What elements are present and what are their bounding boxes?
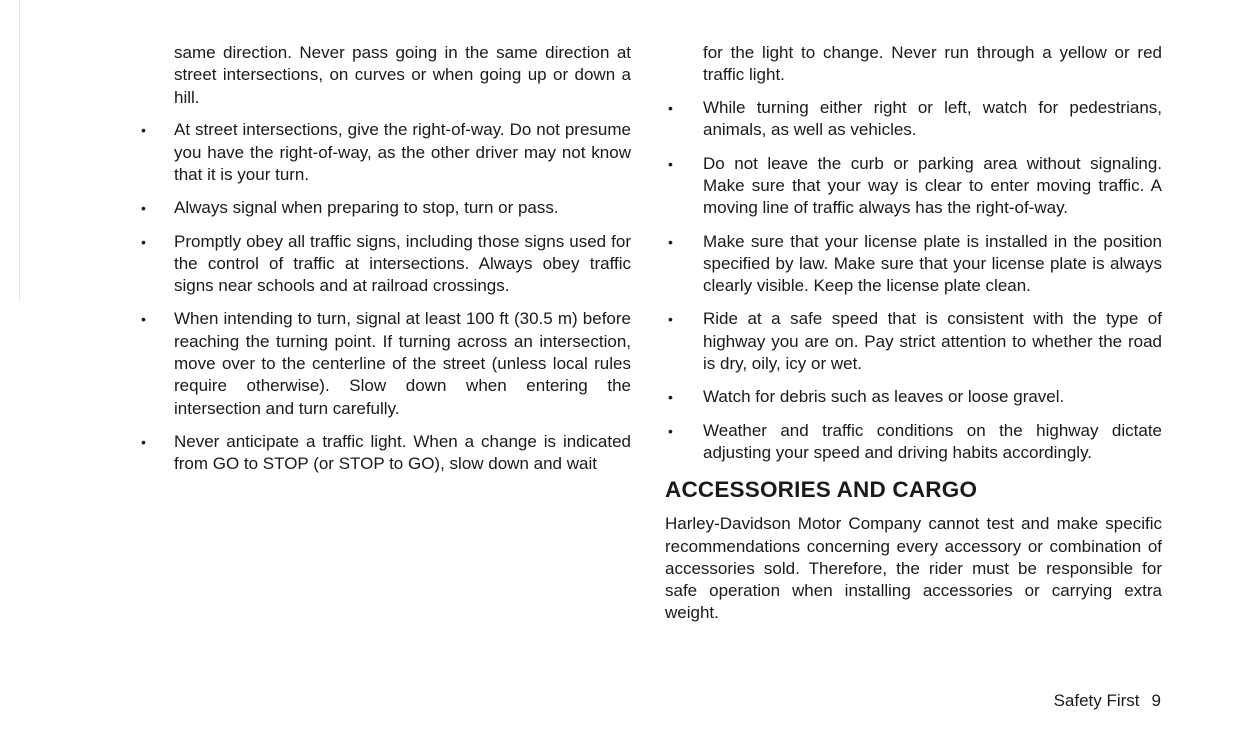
page-edge-line bbox=[19, 0, 20, 300]
bullet-item bbox=[665, 153, 1162, 220]
bullet-item bbox=[141, 197, 631, 219]
bullet-item bbox=[141, 308, 631, 419]
bullet-text: Always signal when preparing to stop, turn or pass. bbox=[174, 198, 559, 218]
page-number: 9 bbox=[1151, 691, 1161, 710]
page-footer bbox=[1054, 690, 1161, 712]
bullet-item bbox=[665, 231, 1162, 298]
bullet-text: Make sure that your license plate is installed in the position specified by law. Make sure that your license plate is always clearly visible. Keep the license plate clean. bbox=[703, 231, 1162, 296]
right-bullet-list bbox=[665, 97, 1162, 464]
bullet-text: Promptly obey all traffic signs, including those signs used for the control of traffic at intersections. Always obey traffic signs near schools and at railroad crossings. bbox=[174, 231, 631, 296]
bullet-icon: • bbox=[141, 200, 146, 217]
bullet-text: Weather and traffic conditions on the highway dictate adjusting your speed and driving habits accordingly. bbox=[703, 420, 1162, 462]
bullet-text: While turning either right or left, watch for pedestrians, animals, as well as vehicles. bbox=[703, 98, 1162, 140]
bullet-item bbox=[141, 119, 631, 186]
bullet-item bbox=[665, 97, 1162, 142]
bullet-text: When intending to turn, signal at least 100 ft (30.5 m) before reaching the turning point. If turning across an intersection, move over to the centerline of the street (unless local rules require otherwise). Slow down when entering the intersection and turn carefully. bbox=[174, 309, 631, 418]
bullet-text: At street intersections, give the right-of-way. Do not presume you have the right-of-way, as the other driver may not know that it is your turn. bbox=[174, 120, 631, 184]
footer-section-title: Safety First bbox=[1053, 691, 1140, 710]
bullet-icon: • bbox=[668, 100, 673, 117]
bullet-item bbox=[665, 386, 1162, 408]
bullet-icon: • bbox=[668, 233, 673, 250]
bullet-item bbox=[141, 431, 631, 476]
bullet-icon: • bbox=[141, 433, 146, 450]
bullet-icon: • bbox=[668, 422, 673, 439]
bullet-icon: • bbox=[668, 155, 673, 172]
section-heading: ACCESSORIES AND CARGO bbox=[665, 477, 978, 503]
bullet-icon: • bbox=[141, 311, 146, 328]
left-bullet-list bbox=[141, 119, 631, 475]
left-column bbox=[141, 42, 631, 487]
bullet-text: Do not leave the curb or parking area without signaling. Make sure that your way is clear to enter moving traffic. A moving line of traffic always has the right-of-way. bbox=[703, 153, 1162, 218]
bullet-item bbox=[665, 308, 1162, 375]
bullet-item bbox=[141, 231, 631, 298]
right-column bbox=[665, 42, 1162, 635]
bullet-text: Watch for debris such as leaves or loose gravel. bbox=[703, 387, 1065, 407]
bullet-icon: • bbox=[141, 122, 146, 139]
right-continuation-text: for the light to change. Never run through a yellow or red traffic light. bbox=[703, 43, 1162, 85]
section-body-text: Harley-Davidson Motor Company cannot test and make specific recommendations concerning every accessory or combination of accessories sold. Therefore, the rider must be responsible for safe operation when installing accessories or carrying extra weight. bbox=[665, 514, 1162, 623]
bullet-icon: • bbox=[141, 233, 146, 250]
bullet-icon: • bbox=[668, 311, 673, 328]
bullet-text: Ride at a safe speed that is consistent with the type of highway you are on. Pay strict attention to whether the road is dry, oily, icy or wet. bbox=[703, 309, 1162, 374]
bullet-item bbox=[665, 420, 1162, 465]
left-continuation-text: same direction. Never pass going in the same direction at street intersections, on curves or when going up or down a hill. bbox=[174, 43, 631, 107]
bullet-icon: • bbox=[668, 389, 673, 406]
bullet-text: Never anticipate a traffic light. When a change is indicated from GO to STOP (or STOP to GO), slow down and wait bbox=[174, 431, 631, 474]
